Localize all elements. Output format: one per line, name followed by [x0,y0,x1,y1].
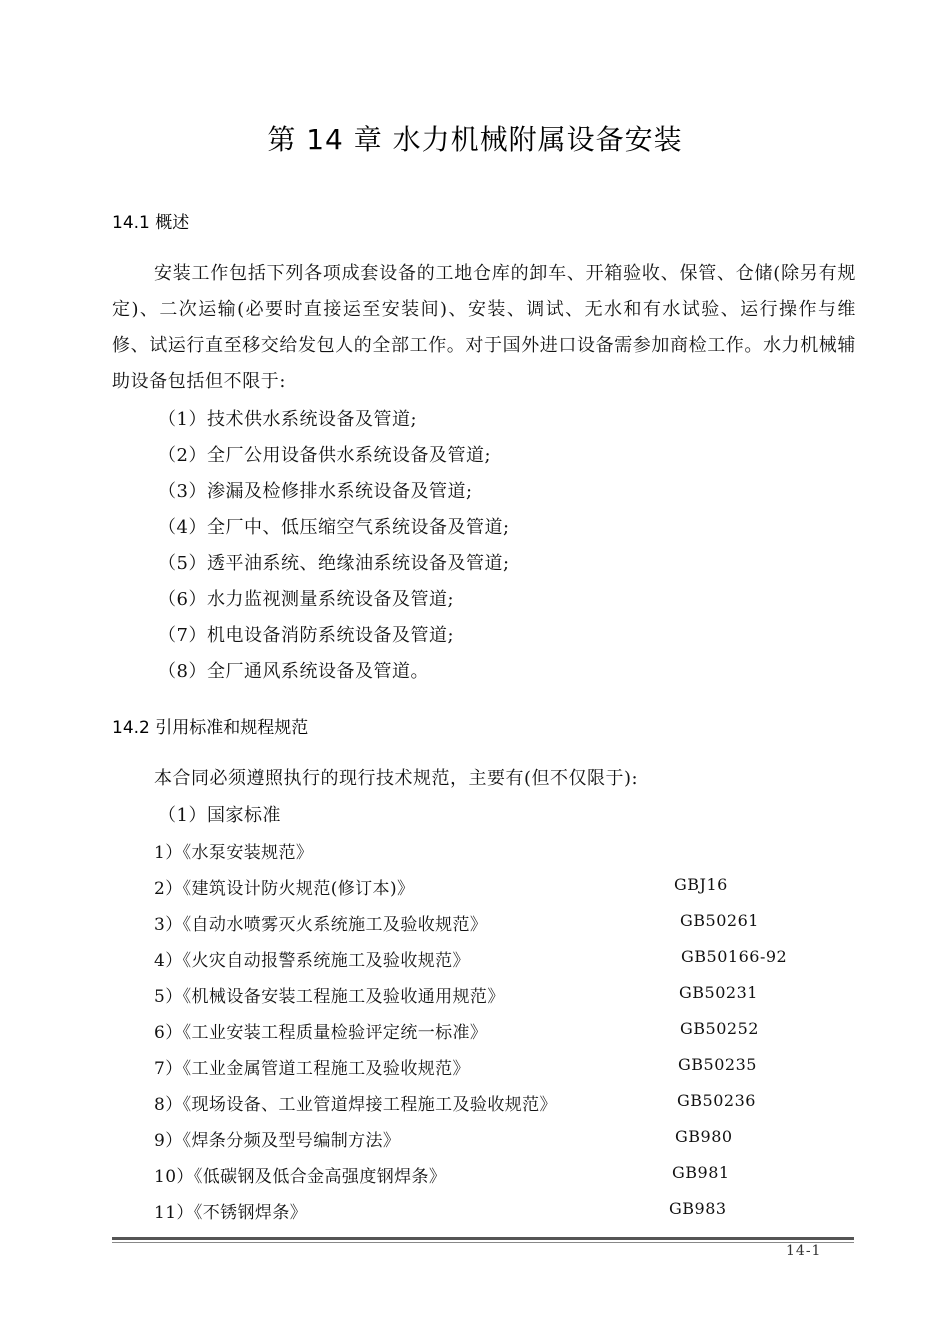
list-item: （8）全厂通风系统设备及管道。 [158,661,429,682]
list-item: （6）水力监视测量系统设备及管道; [158,589,455,610]
footer-rule-thin [112,1242,854,1243]
overview-paragraph: 安装工作包括下列各项成套设备的工地仓库的卸车、开箱验收、保管、仓储(除另有规定)、二次运输(必要时直接运至安装间)、安装、调试、无水和有水试验、运行操作与维修、试运行直至移交给发包人的全部工作。对于国外进口设备需参加商检工作。水力机械辅助设备包括但不限于: [112,263,856,392]
reference-title: 5）《机械设备安装工程施工及验收通用规范》 [154,987,505,1007]
reference-title: 6）《工业安装工程质量检验评定统一标准》 [154,1023,488,1043]
reference-title: 2）《建筑设计防火规范(修订本)》 [154,879,415,899]
chapter-title: 第 14 章 水力机械附属设备安装 [267,123,683,156]
reference-title: 3）《自动水喷雾灭火系统施工及验收规范》 [154,915,488,935]
section-heading-overview: 14.1 概述 [112,213,190,233]
reference-code: GB981 [672,1163,730,1182]
list-item: （3）渗漏及检修排水系统设备及管道; [158,481,473,502]
reference-code: GB50231 [679,983,758,1002]
reference-code: GB980 [675,1127,733,1146]
reference-title: 4）《火灾自动报警系统施工及验收规范》 [154,951,470,971]
reference-title: 1）《水泵安装规范》 [154,843,314,863]
reference-code: GB50236 [677,1091,756,1110]
reference-code: GB50261 [680,911,759,930]
footer-rule [112,1237,854,1240]
list-item: （1）技术供水系统设备及管道; [158,409,418,430]
reference-title: 8）《现场设备、工业管道焊接工程施工及验收规范》 [154,1095,557,1115]
list-item: （7）机电设备消防系统设备及管道; [158,625,455,646]
subheading-national-standards: （1）国家标准 [158,805,281,826]
page-number: 14-1 [786,1243,822,1259]
reference-code: GB983 [669,1199,727,1218]
list-item: （2）全厂公用设备供水系统设备及管道; [158,445,492,466]
section-heading-standards: 14.2 引用标准和规程规范 [112,718,309,738]
reference-title: 10）《低碳钢及低合金高强度钢焊条》 [154,1167,447,1187]
reference-title: 11）《不锈钢焊条》 [154,1203,308,1223]
list-item: （5）透平油系统、绝缘油系统设备及管道; [158,553,510,574]
list-item: （4）全厂中、低压缩空气系统设备及管道; [158,517,510,538]
standards-intro: 本合同必须遵照执行的现行技术规范，主要有(但不仅限于): [154,768,639,789]
reference-code: GBJ16 [674,875,728,894]
reference-code: GB50252 [680,1019,759,1038]
reference-code: GB50235 [678,1055,757,1074]
reference-title: 9）《焊条分频及型号编制方法》 [154,1131,401,1151]
reference-title: 7）《工业金属管道工程施工及验收规范》 [154,1059,470,1079]
reference-code: GB50166-92 [681,947,788,966]
